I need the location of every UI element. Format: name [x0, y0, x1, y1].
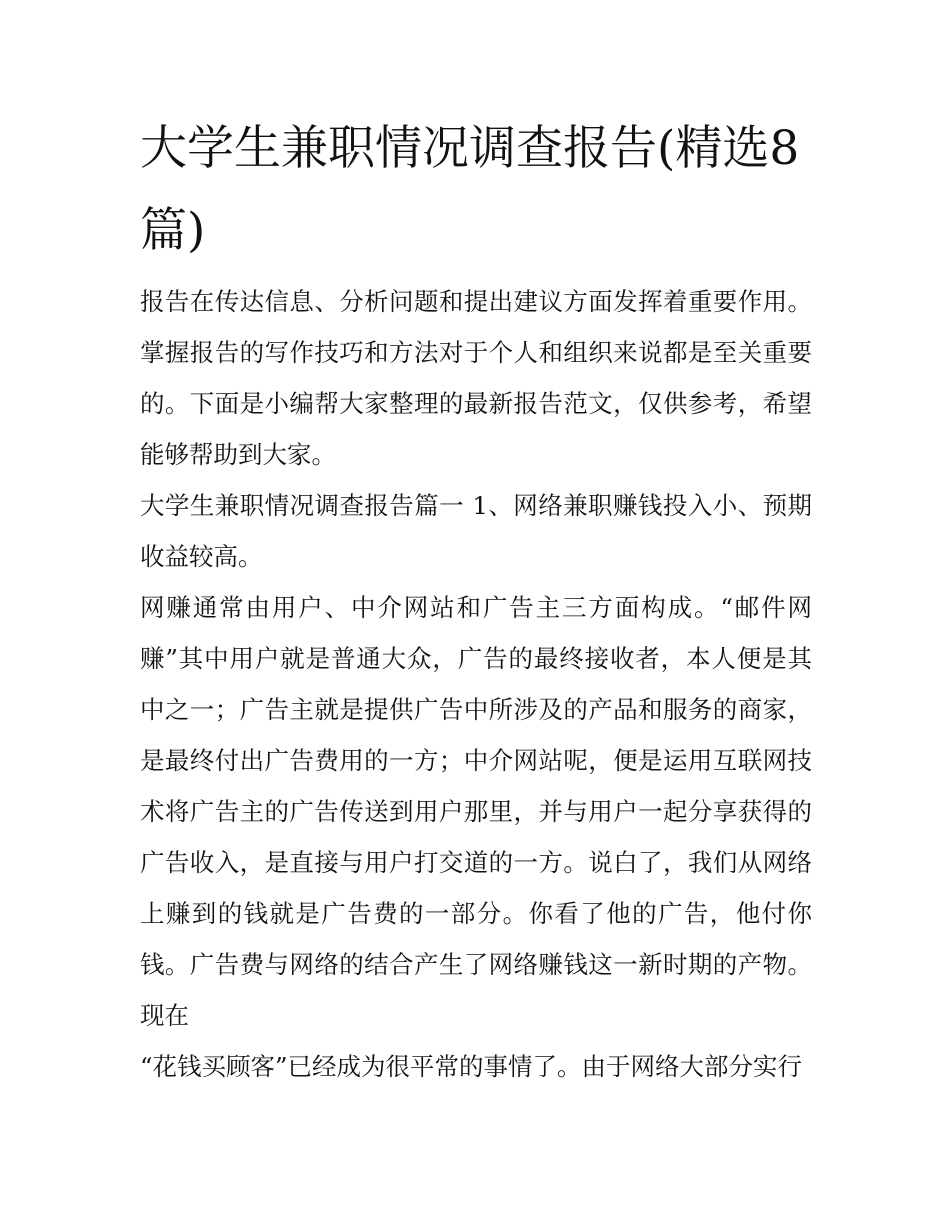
- section-heading-paragraph: 大学生兼职情况调查报告篇一 1、网络兼职赚钱投入小、预期收益较高。: [140, 491, 812, 571]
- body-paragraph: “花钱买顾客”已经成为很平常的事情了。由于网络大部分实行: [140, 1052, 803, 1081]
- body-paragraph: 网赚通常由用户、中介网站和广告主三方面构成。“邮件网赚”其中用户就是普通大众，广告的最终接收者，本人便是其中之一；广告主就是提供广告中所涉及的产品和服务的商家，是最终付出广告费用的一方；中介网站呢，便是运用互联网技术将广告主的广告传送到用户那里，并与用户一起分享获得的广告收入，是直接与用户打交道的一方。说白了，我们从网络上赚到的钱就是广告费的一部分。你看了他的广告，他付你钱。广告费与网络的结合产生了网络赚钱这一新时期的产物。现在: [140, 593, 812, 1030]
- intro-paragraph: 报告在传达信息、分析问题和提出建议方面发挥着重要作用。掌握报告的写作技巧和方法对于个人和组织来说都是至关重要的。下面是小编帮大家整理的最新报告范文，仅供参考，希望能够帮助到大家。: [140, 287, 812, 469]
- document-title: 大学生兼职情况调查报告(精选8篇): [140, 121, 800, 258]
- document-page: [140, 108, 812, 1092]
